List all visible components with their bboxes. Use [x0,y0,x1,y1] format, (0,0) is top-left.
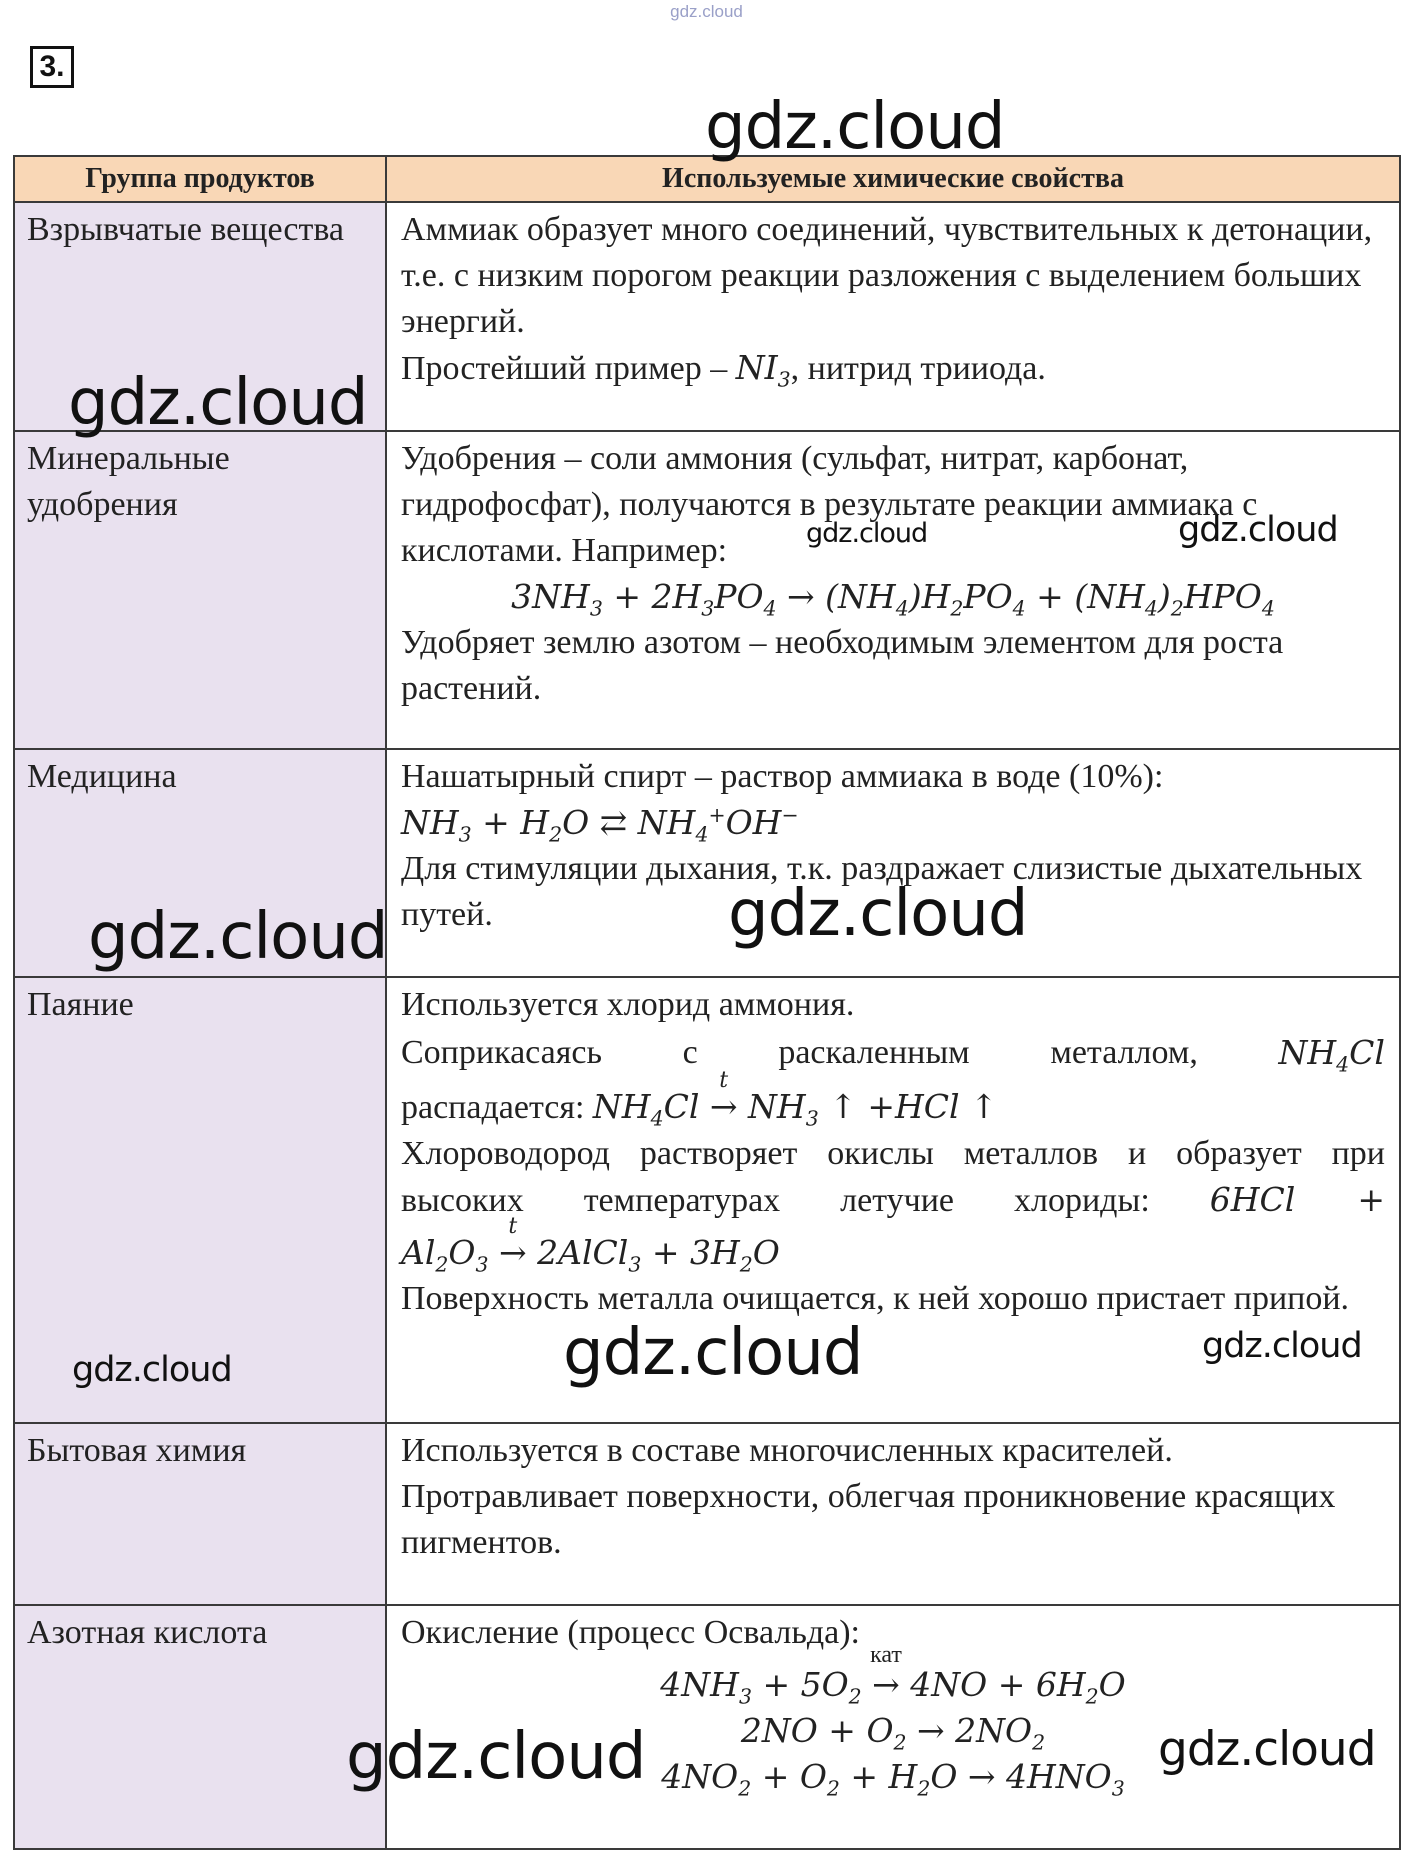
equation-ammonium-phosphate: $3NH_3 + 2H_3PO_4 \to (NH_4)H_2PO_4 + (NH_4)_2HPO_4$ [511,577,1275,621]
table-row [14,1423,1400,1605]
text-line: Нашатырный спирт – раствор аммиака в воде (10%): [401,758,1164,795]
header-group: Группа продуктов [14,156,386,202]
watermark: gdz.cloud [806,518,928,549]
group-cell: Бытовая химия [14,1423,386,1605]
text-line: Поверхность металла очищается, к ней хорошо пристает припой. [401,1280,1350,1317]
watermark: gdz.cloud [1202,1326,1362,1366]
watermark: gdz.cloud [88,900,388,974]
formula-nh4cl: $NH_4Cl$ [1278,1033,1385,1077]
text-line: Используется хлорид аммония. [401,986,855,1023]
equation-ostwald-1: $4NH_3 + 5O_2$ кат → $4NO + 6H_2O$ [660,1642,1126,1709]
group-cell: Минеральные удобрения [14,431,386,749]
watermark: gdz.cloud [1178,510,1338,550]
text-line: распадается: $NH_4Cl$ t → $NH_3$ ↑ +HCl ↑ [401,1068,998,1131]
watermark: gdz.cloud [68,366,368,440]
properties-cell [386,202,1400,431]
text-line: Используется в составе многочисленных красителей. [401,1432,1173,1469]
task-number: 3. [30,46,74,88]
properties-cell [386,1423,1400,1605]
header-properties: Используемые химические свойства [386,156,1400,202]
equation-aluminium-chloride: $Al_2O_3$ t → 2AlCl$_3$ + $3H_2O$ [401,1214,780,1277]
properties-cell [386,431,1400,749]
watermark: gdz.cloud [705,90,1005,164]
text-line: Удобряет землю азотом – необходимым элементом для роста растений. [401,624,1284,707]
text-line: Окисление (процесс Освальда): [401,1614,860,1651]
text-line: Протравливает поверхности, облегчая проникновение красящих пигментов. [401,1478,1336,1561]
watermark: gdz.cloud [728,877,1028,951]
group-cell: Взрывчатые вещества [14,202,386,431]
text-line: Хлороводород растворяет окислы металлов и образует при высоких температурах летучие хлориды: 6HCl + [401,1135,1385,1219]
table-row [14,431,1400,749]
top-watermark: gdz.cloud [670,2,743,21]
text-line: Для стимуляции дыхания, т.к. раздражает слизистые дыхательных путей. [401,850,1363,933]
watermark: gdz.cloud [346,1720,646,1794]
text-line: Аммиак образует много соединений, чувствительных к детонации, т.е. с низким порогом реакции разложения с выделением больших энергий. [401,211,1373,340]
formula-6hcl: 6HCl + [1209,1180,1385,1219]
text-line: Соприкасаясь с раскаленным металлом, $NH_4Cl$ [401,1030,1385,1076]
watermark: gdz.cloud [72,1350,232,1390]
formula-ni3: $NI_3$ [735,348,791,392]
text-line: Удобрения – соли аммония (сульфат, нитрат, карбонат, гидрофосфат), получаются в результате реакции аммиака с кислотами. Например: [401,440,1258,569]
group-cell: Азотная кислота [14,1605,386,1849]
group-cell: Паяние [14,977,386,1423]
watermark: gdz.cloud [1158,1722,1376,1777]
equation-nh4cl-decomposition: $NH_4Cl$ t → $NH_3$ ↑ +HCl ↑ [592,1068,998,1131]
equation-ostwald-3: $4NO_2 + O_2 + H_2O \to 4HNO_3$ [661,1757,1125,1801]
text-line: Простейший пример – $NI_3$, нитрид трииода. [401,348,1046,392]
group-cell: Медицина [14,749,386,977]
equation-ostwald-2: $2NO + O_2 \to 2NO_2$ [740,1711,1046,1755]
watermark: gdz.cloud [563,1316,863,1390]
equation-ammonia-water: $NH_3 + H_2O$ ⇄ $NH_4^+OH^-$ [401,803,799,847]
